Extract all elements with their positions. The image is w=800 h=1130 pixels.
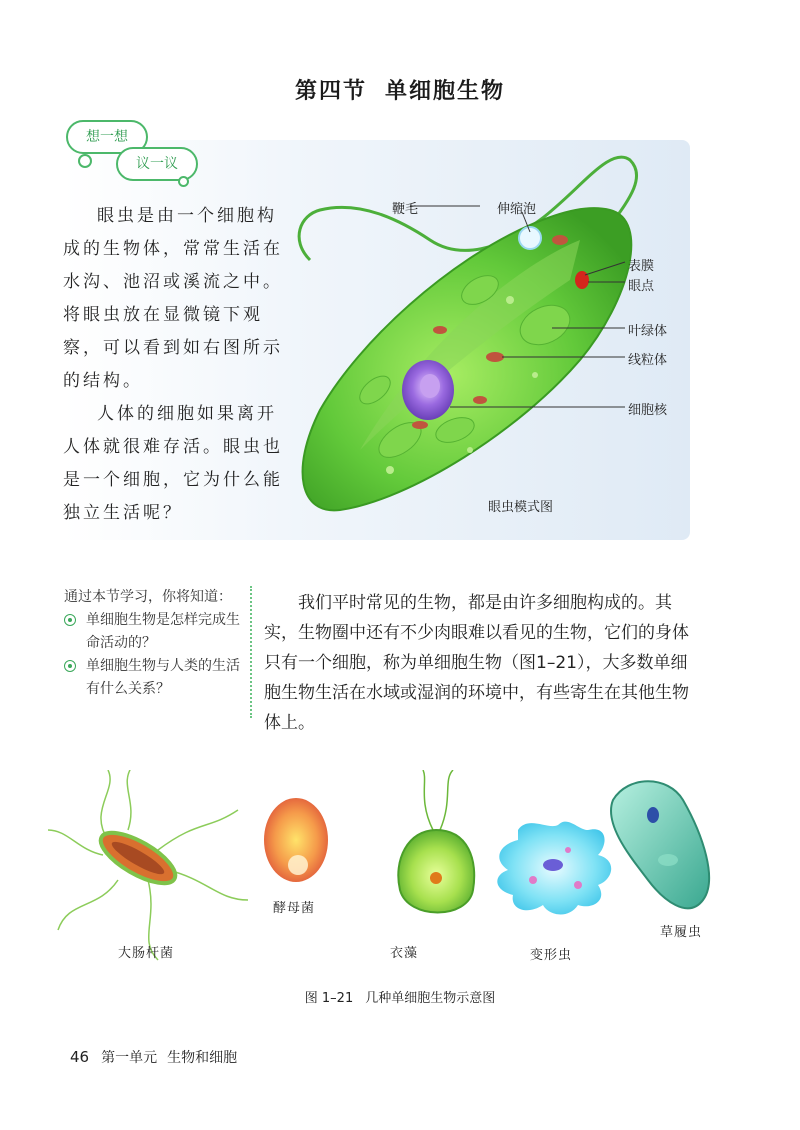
discuss-bubble: 议一议 [116, 147, 198, 181]
figure-number: 图 1–21 [304, 991, 354, 1006]
euglena-body [303, 208, 632, 510]
bubble-tail-dot [78, 154, 92, 168]
label-eyespot: 眼点 [628, 279, 655, 294]
objective-item [64, 655, 244, 701]
objective-item [64, 609, 244, 655]
eyespot [575, 271, 589, 289]
amoeba-illustration [497, 822, 611, 915]
objective-text: 单细胞生物与人类的生活有什么关系？ [86, 658, 240, 697]
mitochondrion [486, 352, 504, 362]
mitochondrion [473, 396, 487, 404]
mitochondrion [433, 326, 447, 334]
chlamydomonas-illustration [398, 770, 474, 913]
label-yeast: 酵母菌 [273, 901, 316, 916]
bullet-icon [64, 614, 76, 626]
objective-text: 单细胞生物是怎样完成生命活动的？ [86, 612, 240, 651]
label-chlamydomonas: 衣藻 [390, 946, 419, 961]
euglena-caption: 眼虫模式图 [488, 500, 554, 515]
mitochondrion [412, 421, 428, 429]
intro-paragraph-1: 眼虫是由一个细胞构成的生物体，常常生活在水沟、池沼或溪流之中。将眼虫放在显微镜下观察，可以看到如右图所示的结构。 [63, 206, 283, 391]
intro-paragraph-2: 人体的细胞如果离开人体就很难存活。眼虫也是一个细胞，它为什么能独立生活呢？ [63, 404, 283, 523]
intro-text [63, 200, 285, 530]
objectives-heading: 通过本节学习，你将知道： [64, 589, 232, 605]
yeast-illustration [264, 798, 328, 882]
mitochondrion [552, 235, 568, 245]
figure-caption [0, 987, 800, 1006]
think-bubble: 想一想 [66, 120, 148, 154]
ecoli-illustration [48, 770, 248, 960]
unit-title: 生物和细胞 [167, 1050, 238, 1066]
page-footer [70, 1047, 237, 1067]
label-mitochondria: 线粒体 [628, 353, 668, 368]
label-ecoli: 大肠杆菌 [118, 946, 175, 961]
label-nucleus: 细胞核 [628, 403, 668, 418]
contractile-vacuole [519, 227, 541, 249]
objectives-divider [250, 586, 252, 718]
section-name: 单细胞生物 [385, 79, 506, 104]
label-chloroplast: 叶绿体 [628, 324, 668, 339]
body-paragraph: 我们平时常见的生物，都是由许多细胞构成的。其实，生物圈中还有不少肉眼难以看见的生物，它们的身体只有一个细胞，称为单细胞生物（图1–21），大多数单细胞生物生活在水域或湿润的环境中，有些寄生在其他生物体上。 [264, 593, 689, 733]
label-flagellum: 鞭毛 [392, 202, 419, 217]
organisms-figure [48, 770, 748, 970]
figure-caption-text: 几种单细胞生物示意图 [365, 991, 496, 1006]
label-amoeba: 变形虫 [530, 948, 573, 963]
label-contractile-vacuole: 伸缩泡 [497, 202, 537, 217]
paramecium-illustration [611, 781, 709, 908]
learning-objectives [64, 586, 244, 701]
label-membrane: 表膜 [628, 259, 655, 274]
euglena-diagram [280, 150, 690, 540]
section-number: 第四节 [294, 79, 367, 104]
bubble-tail-dot [178, 176, 189, 187]
page-number: 46 [70, 1048, 90, 1066]
bullet-icon [64, 660, 76, 672]
body-text [264, 588, 704, 738]
unit-label: 第一单元 [101, 1050, 158, 1066]
section-title [0, 74, 800, 105]
label-paramecium: 草履虫 [660, 925, 703, 940]
